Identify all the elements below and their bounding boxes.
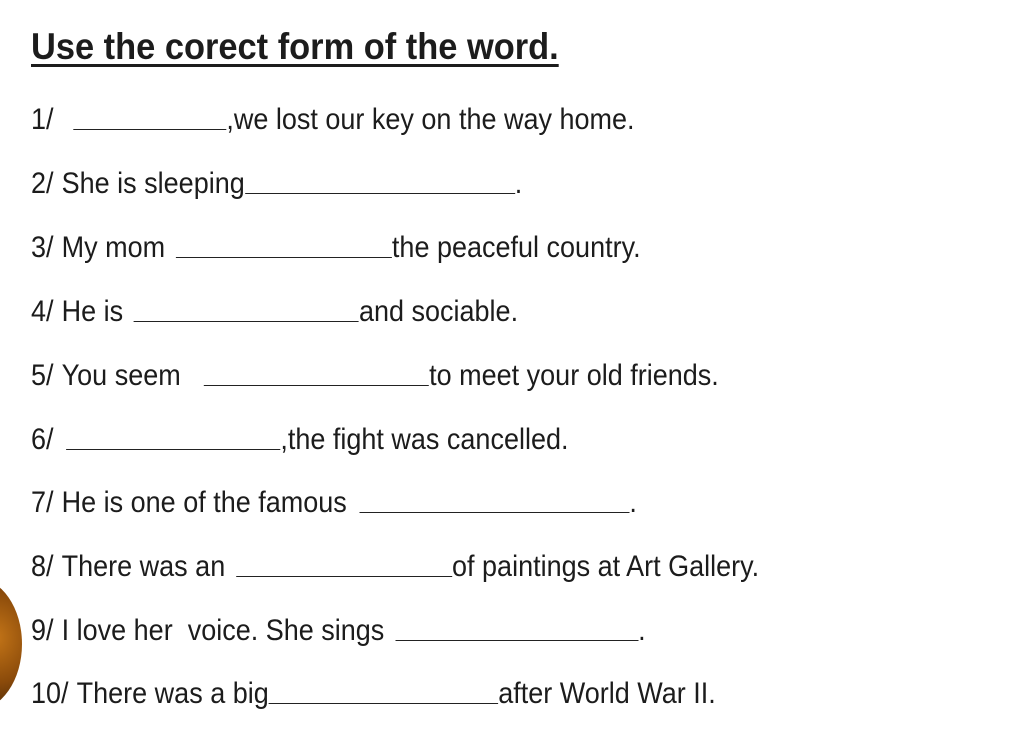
exercise-text-after: ,the fight was cancelled. — [280, 423, 569, 456]
exercise-number: 2/ — [31, 167, 54, 200]
exercise-number: 8/ — [31, 550, 54, 583]
exercise-text-after: the peaceful country. — [391, 231, 641, 264]
answer-blank[interactable] — [395, 640, 638, 641]
answer-blank[interactable] — [236, 576, 452, 577]
exercise-text-after: . — [514, 167, 523, 200]
exercise-8 — [31, 544, 759, 584]
exercise-text-after: . — [638, 614, 646, 647]
exercise-number: 9/ — [31, 614, 54, 647]
answer-blank[interactable] — [73, 129, 226, 130]
finger-shadow — [0, 578, 22, 710]
exercise-9 — [31, 608, 646, 648]
exercise-text-after: ,we lost our key on the way home. — [226, 103, 635, 136]
exercise-number: 6/ — [31, 423, 54, 456]
exercise-text-after: after World War II. — [498, 677, 716, 710]
exercise-number: 7/ — [31, 486, 54, 519]
answer-blank[interactable] — [134, 321, 359, 322]
worksheet-title: Use the corect form of the word. — [31, 26, 559, 67]
exercise-4 — [31, 289, 518, 329]
exercise-text-after: and sociable. — [358, 295, 519, 328]
exercise-3 — [31, 225, 641, 265]
exercise-5 — [31, 353, 719, 393]
answer-blank[interactable] — [66, 449, 280, 450]
exercise-text-after: to meet your old friends. — [429, 359, 719, 392]
exercise-text-before: He is — [61, 295, 124, 328]
answer-blank[interactable] — [269, 703, 498, 704]
answer-blank[interactable] — [359, 512, 629, 513]
exercise-7 — [31, 480, 637, 520]
exercise-number: 5/ — [31, 359, 54, 392]
exercise-text-after: . — [629, 486, 637, 519]
exercise-number: 3/ — [31, 231, 54, 264]
exercise-number: 4/ — [31, 295, 54, 328]
answer-blank[interactable] — [204, 385, 429, 386]
exercise-text-after: of paintings at Art Gallery. — [452, 550, 760, 583]
exercise-6 — [31, 417, 568, 457]
exercise-text-before: He is one of the famous — [61, 486, 347, 519]
exercise-text-before: You seem — [61, 359, 181, 392]
exercise-number: 10/ — [31, 677, 69, 710]
exercise-text-before: There was a big — [76, 677, 269, 710]
exercise-2 — [31, 161, 522, 201]
answer-blank[interactable] — [245, 193, 515, 194]
exercise-text-before: My mom — [61, 231, 166, 264]
exercise-number: 1/ — [31, 103, 54, 136]
exercise-1 — [31, 97, 635, 137]
exercise-text-before: There was an — [61, 550, 226, 583]
exercise-text-before: She is sleeping — [61, 167, 245, 200]
answer-blank[interactable] — [176, 257, 392, 258]
exercise-text-before: I love her voice. She sings — [61, 614, 385, 647]
exercise-10 — [31, 671, 716, 711]
